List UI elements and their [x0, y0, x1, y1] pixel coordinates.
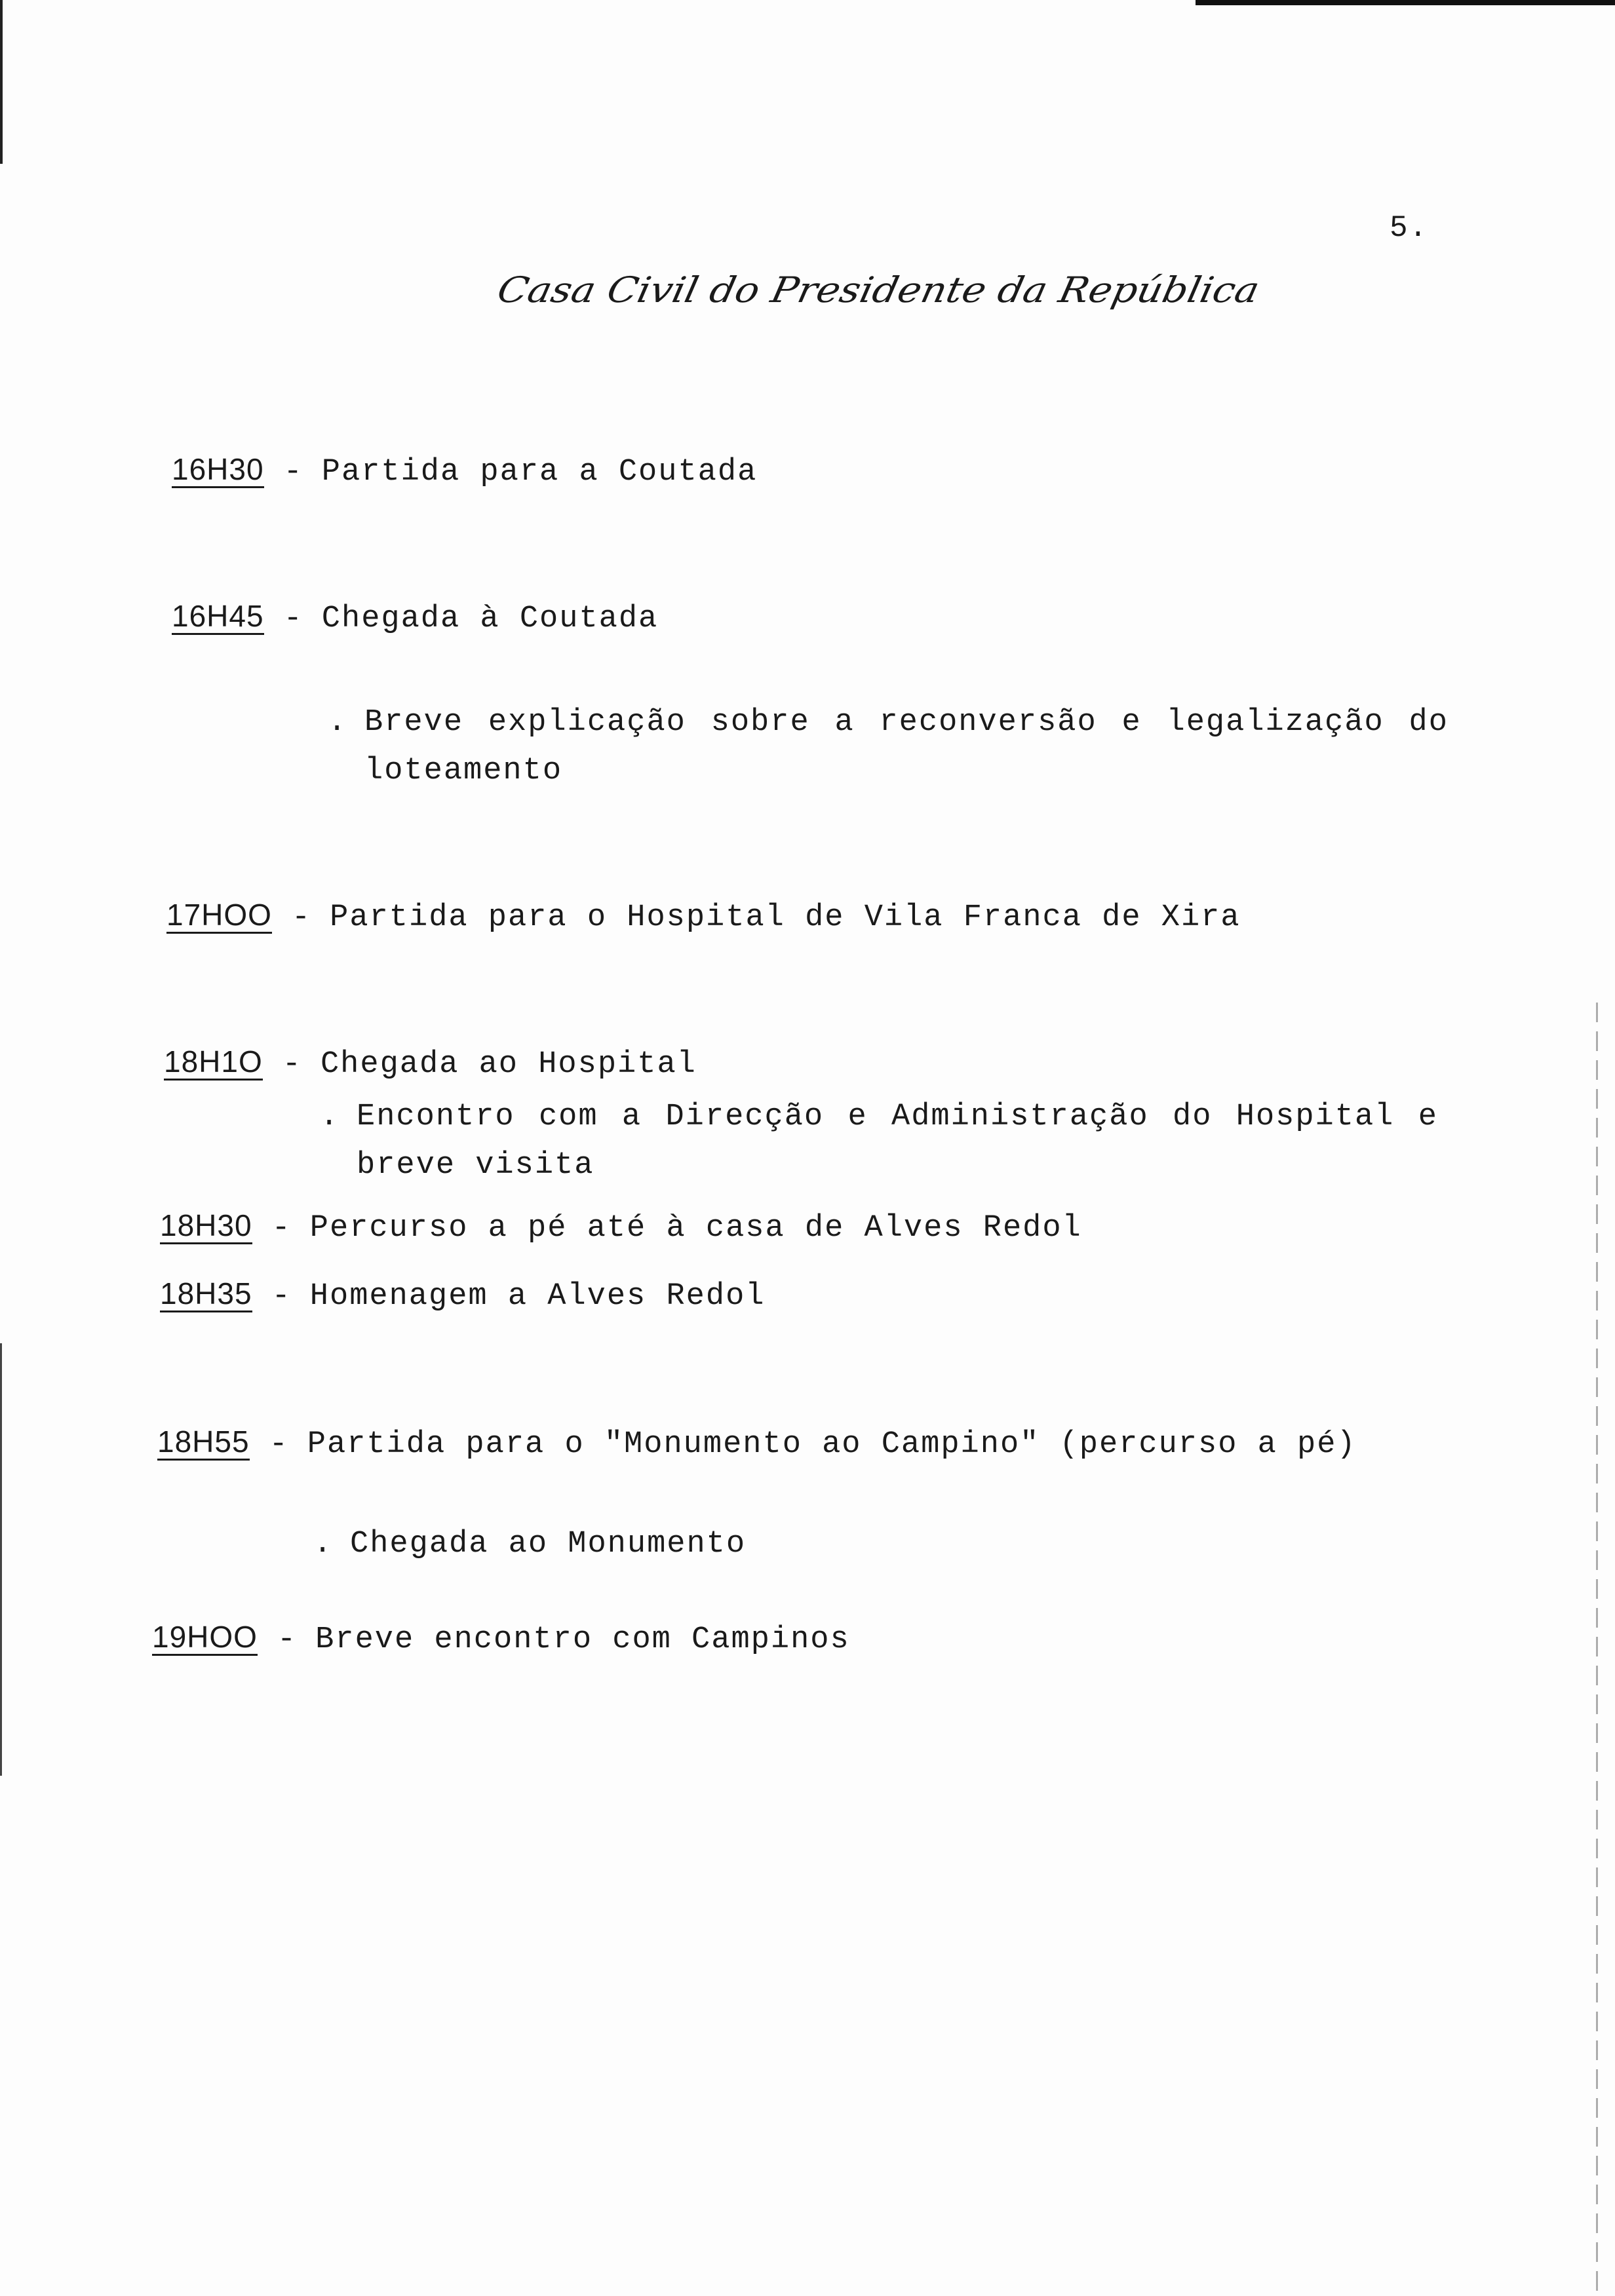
entry-text: Percurso a pé até à casa de Alves Redol — [309, 1211, 1082, 1246]
subitem-word: do — [1172, 1100, 1213, 1134]
entry-dash: - — [271, 1211, 292, 1246]
entry-text: Partida para a Coutada — [321, 455, 758, 489]
schedule-entry — [152, 1621, 850, 1657]
schedule-entry — [164, 1046, 697, 1082]
subitem-continuation: breve visita — [357, 1148, 594, 1183]
entry-dash: - — [283, 602, 303, 636]
scan-edge-left-lower — [0, 1343, 2, 1776]
entry-time: 18H35 — [160, 1278, 252, 1312]
entry-text: Chegada à Coutada — [321, 602, 659, 636]
subitem-word: a — [621, 1100, 642, 1134]
subitem-continuation: loteamento — [364, 754, 563, 788]
schedule-subitem — [320, 1093, 1438, 1190]
schedule-subitem — [328, 698, 1449, 795]
subitem-word: Direcção — [665, 1100, 825, 1134]
entry-time: 18H1O — [164, 1046, 263, 1081]
schedule-entry — [166, 899, 1241, 935]
subitem-word: legalização — [1166, 705, 1384, 740]
scan-edge-right — [1596, 1003, 1598, 2293]
entry-text: Partida para o "Monumento ao Campino" (percurso a pé) — [307, 1427, 1357, 1462]
subitem-word: com — [538, 1100, 598, 1134]
bullet: . — [328, 705, 348, 740]
subitem-word: do — [1409, 705, 1449, 740]
entry-text: Partida para o Hospital de Vila Franca de Xira — [330, 900, 1241, 935]
scan-edge-left — [0, 0, 3, 164]
entry-dash: - — [282, 1047, 302, 1082]
subitem-text: Chegada ao Monumento — [350, 1527, 747, 1561]
subitem-word: reconversão — [879, 705, 1097, 740]
subitem-line — [328, 698, 1449, 747]
entry-time: 17HOO — [166, 899, 272, 934]
entry-time: 18H55 — [157, 1426, 250, 1461]
entry-text: Homenagem a Alves Redol — [309, 1279, 766, 1314]
page-number: 5. — [1390, 211, 1429, 245]
entry-time: 16H45 — [172, 600, 264, 635]
entry-dash: - — [271, 1279, 292, 1314]
subitem-word: sobre — [710, 705, 810, 740]
subitem-word: e — [847, 1100, 868, 1134]
letterhead: Casa Civil do Presidente da República — [494, 269, 1264, 311]
entry-time: 19HOO — [152, 1621, 258, 1656]
entry-dash: - — [291, 900, 312, 935]
schedule-entry — [160, 1210, 1082, 1246]
subitem-word: . Breve — [328, 698, 463, 747]
schedule-entry — [172, 600, 658, 636]
schedule-entry — [172, 453, 757, 489]
entry-dash: - — [283, 455, 303, 489]
bullet: . — [320, 1100, 340, 1134]
schedule-entry — [160, 1278, 766, 1314]
schedule-subitem — [313, 1520, 746, 1569]
subitem-word: . Encontro — [320, 1093, 515, 1141]
entry-time: 18H30 — [160, 1210, 252, 1244]
entry-time: 16H30 — [172, 453, 264, 488]
entry-dash: - — [277, 1622, 298, 1657]
subitem-word: e — [1418, 1100, 1438, 1134]
subitem-word: Administração — [891, 1100, 1149, 1134]
scan-edge-top — [1196, 0, 1615, 5]
entry-dash: - — [269, 1427, 289, 1462]
schedule-entry — [157, 1426, 1357, 1462]
subitem-word: a — [834, 705, 855, 740]
subitem-line — [320, 1093, 1438, 1141]
bullet: . — [313, 1527, 334, 1561]
entry-text: Chegada ao Hospital — [320, 1047, 697, 1082]
subitem-word: explicação — [488, 705, 686, 740]
subitem-word: Hospital — [1236, 1100, 1395, 1134]
entry-text: Breve encontro com Campinos — [315, 1622, 850, 1657]
subitem-word: e — [1121, 705, 1142, 740]
